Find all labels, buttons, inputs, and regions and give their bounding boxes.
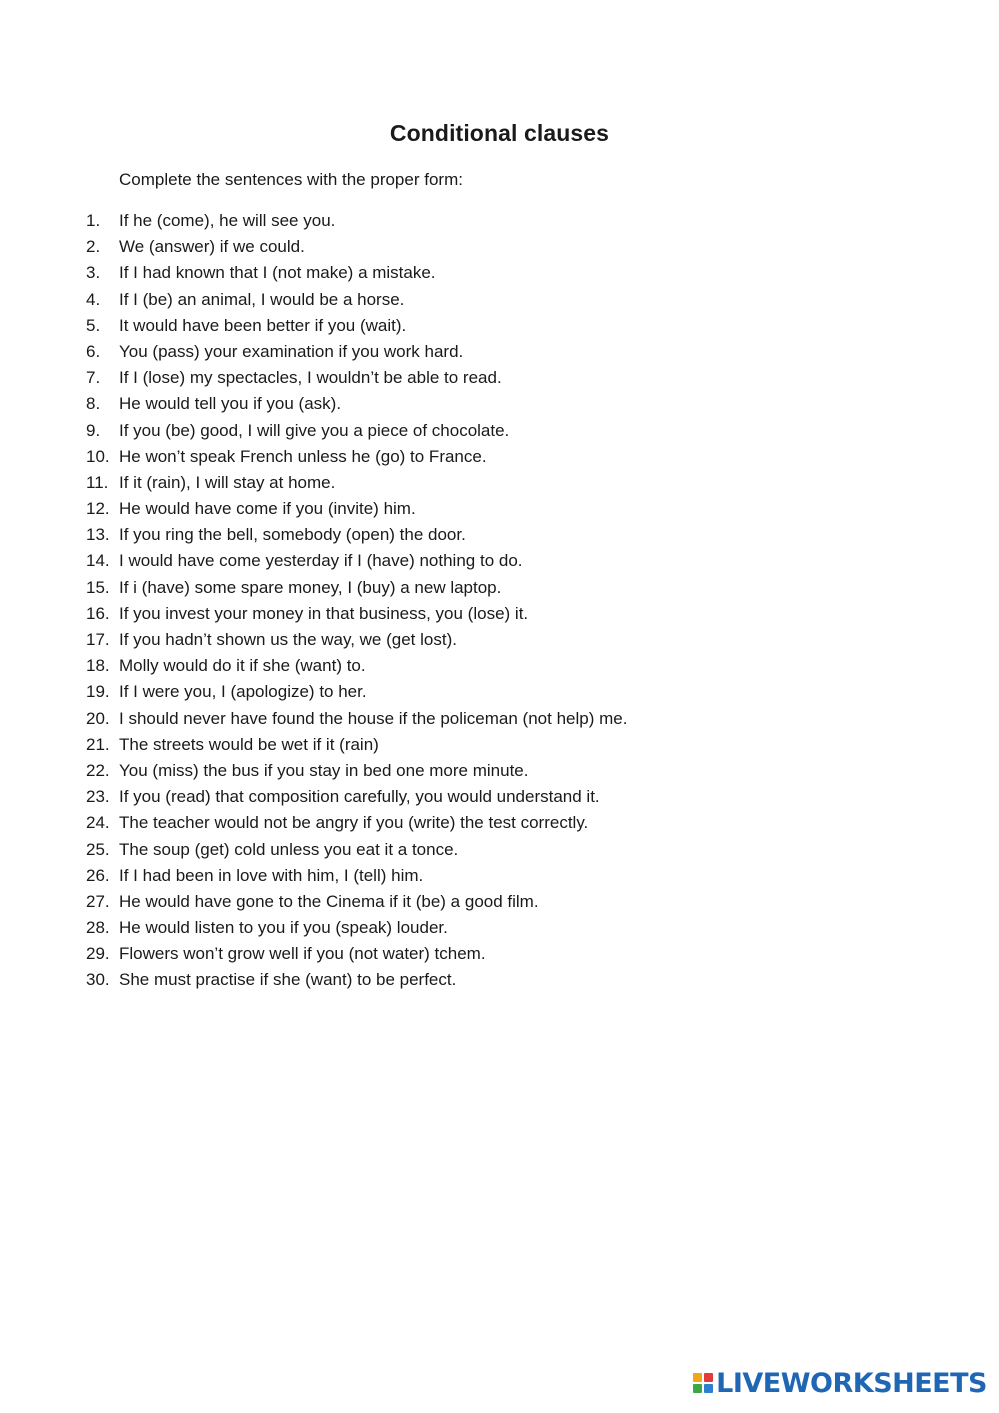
exercise-sentence: If you (read) that composition carefully, you would understand it. — [119, 787, 600, 807]
exercise-item — [86, 941, 627, 967]
exercise-number: 11. — [86, 472, 109, 492]
exercise-sentence: You (miss) the bus if you stay in bed one more minute. — [119, 760, 529, 780]
exercise-number: 15. — [86, 577, 110, 597]
exercise-item — [86, 418, 627, 444]
exercise-sentence: He would listen to you if you (speak) louder. — [119, 918, 448, 938]
exercise-item — [86, 810, 627, 836]
exercise-number: 16. — [86, 603, 110, 623]
exercise-number: 4. — [86, 289, 101, 309]
exercise-sentence: He won’t speak French unless he (go) to France. — [119, 446, 487, 466]
exercise-list — [86, 208, 627, 994]
instruction-text: Complete the sentences with the proper form: — [119, 170, 463, 189]
exercise-item — [86, 679, 627, 705]
exercise-item — [86, 732, 627, 758]
exercise-item — [86, 496, 627, 522]
exercise-sentence: The streets would be wet if it (rain) — [119, 734, 379, 754]
liveworksheets-logo — [693, 1365, 987, 1401]
exercise-sentence: If you hadn’t shown us the way, we (get lost). — [119, 630, 457, 649]
exercise-item — [86, 601, 627, 627]
exercise-number: 6. — [86, 341, 101, 361]
exercise-sentence: You (pass) your examination if you work hard. — [119, 341, 464, 361]
logo-block — [704, 1384, 713, 1393]
exercise-sentence: He would have gone to the Cinema if it (be) a good film. — [119, 891, 539, 911]
logo-block — [704, 1373, 713, 1382]
exercise-number: 19. — [86, 682, 110, 702]
exercise-number: 1. — [86, 211, 101, 230]
exercise-number: 25. — [86, 839, 110, 859]
exercise-number: 8. — [86, 394, 101, 414]
exercise-item — [86, 548, 627, 574]
exercise-number: 2. — [86, 237, 101, 257]
exercise-number: 14. — [86, 551, 110, 571]
exercise-number: 21. — [86, 734, 110, 754]
exercise-sentence: It would have been better if you (wait). — [119, 315, 407, 335]
exercise-sentence: If you invest your money in that business, you (lose) it. — [119, 603, 529, 623]
exercise-sentence: The soup (get) cold unless you eat it a tonce. — [119, 839, 459, 859]
exercise-sentence: If you (be) good, I will give you a piece of chocolate. — [119, 420, 510, 440]
exercise-number: 28. — [86, 918, 110, 938]
exercise-item — [86, 627, 627, 653]
exercise-sentence: We (answer) if we could. — [119, 237, 305, 257]
exercise-item — [86, 575, 627, 601]
exercise-sentence: If it (rain), I will stay at home. — [119, 472, 336, 492]
exercise-item — [86, 287, 627, 313]
exercise-number: 20. — [86, 708, 110, 728]
exercise-item — [86, 758, 627, 784]
exercise-number: 23. — [86, 787, 110, 807]
exercise-item — [86, 234, 627, 260]
exercise-item — [86, 444, 627, 470]
exercise-item — [86, 915, 627, 941]
logo-block — [693, 1373, 702, 1382]
exercise-number: 18. — [86, 656, 110, 676]
exercise-number: 5. — [86, 315, 101, 335]
exercise-sentence: He would have come if you (invite) him. — [119, 499, 416, 519]
exercise-number: 3. — [86, 263, 101, 283]
exercise-sentence: I should never have found the house if the policeman (not help) me. — [119, 708, 628, 728]
exercise-number: 7. — [86, 368, 101, 388]
page-title: Conditional clauses — [389, 120, 610, 146]
exercise-number: 30. — [86, 970, 110, 990]
exercise-item — [86, 837, 627, 863]
exercise-item — [86, 339, 627, 365]
exercise-item — [86, 260, 627, 286]
exercise-item — [86, 967, 627, 993]
exercise-sentence: If he (come), he will see you. — [119, 211, 336, 230]
exercise-sentence: Flowers won’t grow well if you (not water) tchem. — [119, 944, 486, 964]
exercise-item — [86, 208, 627, 234]
exercise-item — [86, 313, 627, 339]
exercise-number: 22. — [86, 760, 110, 780]
exercise-number: 24. — [86, 813, 110, 833]
exercise-sentence: If I had been in love with him, I (tell) him. — [119, 865, 424, 885]
exercise-number: 26. — [86, 865, 110, 885]
exercise-number: 29. — [86, 944, 110, 964]
exercise-number: 27. — [86, 891, 110, 911]
exercise-sentence: I would have come yesterday if I (have) nothing to do. — [119, 551, 523, 571]
exercise-number: 17. — [86, 630, 110, 649]
exercise-sentence: If I (lose) my spectacles, I wouldn’t be able to read. — [119, 368, 502, 388]
exercise-number: 9. — [86, 420, 101, 440]
exercise-number: 10. — [86, 446, 110, 466]
logo-blocks-icon — [693, 1373, 713, 1393]
exercise-item — [86, 706, 627, 732]
exercise-item — [86, 784, 627, 810]
exercise-number: 13. — [86, 525, 110, 545]
exercise-sentence: If I (be) an animal, I would be a horse. — [119, 289, 405, 309]
exercise-item — [86, 863, 627, 889]
exercise-number: 12. — [86, 499, 110, 519]
exercise-sentence: If I had known that I (not make) a mistake. — [119, 263, 436, 283]
exercise-item — [86, 365, 627, 391]
exercise-sentence: He would tell you if you (ask). — [119, 394, 342, 414]
exercise-sentence: If i (have) some spare money, I (buy) a new laptop. — [119, 577, 502, 597]
exercise-sentence: The teacher would not be angry if you (write) the test correctly. — [119, 813, 589, 833]
exercise-sentence: If you ring the bell, somebody (open) the door. — [119, 525, 466, 545]
exercise-item — [86, 470, 627, 496]
exercise-item — [86, 889, 627, 915]
exercise-sentence: If I were you, I (apologize) to her. — [119, 682, 367, 702]
exercise-item — [86, 522, 627, 548]
logo-block — [693, 1384, 702, 1393]
logo-text: LIVEWORKSHEETS — [716, 1367, 987, 1399]
exercise-sentence: Molly would do it if she (want) to. — [119, 656, 366, 676]
exercise-sentence: She must practise if she (want) to be perfect. — [119, 970, 457, 990]
exercise-item — [86, 653, 627, 679]
exercise-item — [86, 391, 627, 417]
